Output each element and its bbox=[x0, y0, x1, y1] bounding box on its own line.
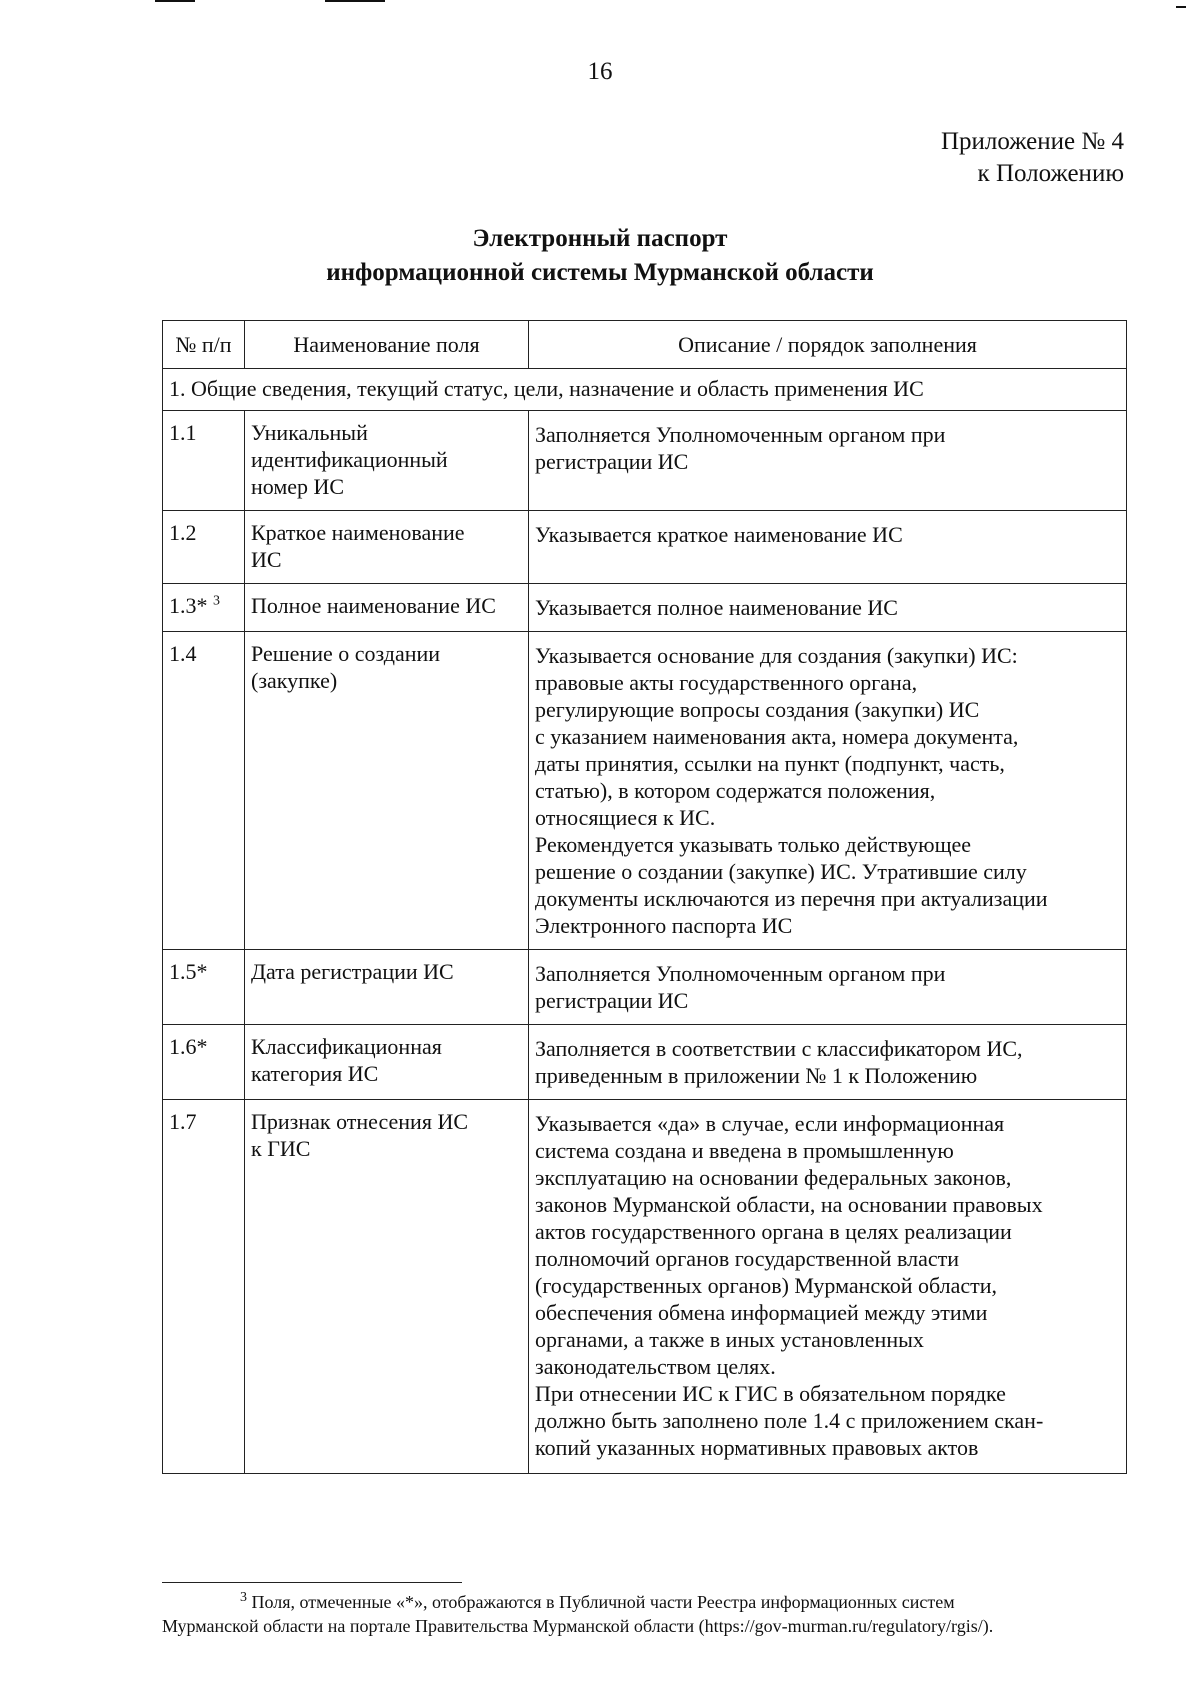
description-line: Электронного паспорта ИС bbox=[535, 913, 793, 938]
field-name-line: категория ИС bbox=[251, 1061, 379, 1086]
field-description bbox=[529, 511, 1127, 584]
field-name-line: (закупке) bbox=[251, 668, 338, 693]
field-name-line: Дата регистрации ИС bbox=[251, 959, 454, 984]
footnote-text: Поля, отмеченные «*», отображаются в Публичной части Реестра информационных систем bbox=[247, 1592, 955, 1612]
field-name bbox=[245, 411, 529, 511]
footnote-line: Мурманской области на портале Правительства Мурманской области (https://gov-murman.ru/regulatory/rgis/). bbox=[162, 1616, 994, 1636]
description-line: система создана и введена в промышленную bbox=[535, 1138, 954, 1163]
field-name-line: Решение о создании bbox=[251, 641, 441, 666]
appendix-line: к Положению bbox=[977, 160, 1124, 187]
description-line: полномочий органов государственной власти bbox=[535, 1246, 960, 1271]
description-line: эксплуатацию на основании федеральных законов, bbox=[535, 1165, 1012, 1190]
description-line: обеспечения обмена информацией между этими bbox=[535, 1300, 988, 1325]
field-name bbox=[245, 584, 529, 632]
scan-mark bbox=[325, 0, 385, 2]
appendix-reference bbox=[941, 126, 1124, 190]
description-line: Указывается краткое наименование ИС bbox=[535, 522, 903, 547]
row-number-text: 1.2 bbox=[169, 520, 197, 545]
description-line: Указывается «да» в случае, если информационная bbox=[535, 1111, 1005, 1136]
row-number bbox=[163, 632, 245, 950]
description-line: законодательством целях. bbox=[535, 1354, 776, 1379]
description-line: Указывается основание для создания (закупки) ИС: bbox=[535, 643, 1018, 668]
footnote-mark: 3 bbox=[240, 1590, 247, 1605]
row-number bbox=[163, 1025, 245, 1100]
footnote bbox=[162, 1590, 1126, 1638]
description-line: приведенным в приложении № 1 к Положению bbox=[535, 1063, 978, 1088]
row-number-text: 1.1 bbox=[169, 420, 197, 445]
field-name-line: номер ИС bbox=[251, 474, 345, 499]
table-row bbox=[163, 950, 1127, 1025]
description-line: решение о создании (закупке) ИС. Утратившие силу bbox=[535, 859, 1027, 884]
description-line: даты принятия, ссылки на пункт (подпункт, часть, bbox=[535, 751, 1005, 776]
scan-mark bbox=[1176, 6, 1186, 8]
scan-mark bbox=[155, 0, 195, 2]
field-name-line: ИС bbox=[251, 547, 282, 572]
row-number-text: 1.7 bbox=[169, 1109, 197, 1134]
row-number bbox=[163, 1100, 245, 1474]
description-line: статью), в котором содержатся положения, bbox=[535, 778, 936, 803]
field-description bbox=[529, 632, 1127, 950]
description-line: Заполняется Уполномоченным органом при bbox=[535, 422, 946, 447]
field-name bbox=[245, 1100, 529, 1474]
page-number: 16 bbox=[587, 58, 613, 85]
field-name bbox=[245, 1025, 529, 1100]
section-title: 1. Общие сведения, текущий статус, цели, назначение и область применения ИС bbox=[163, 369, 1127, 411]
description-line: органами, а также в иных установленных bbox=[535, 1327, 924, 1352]
column-header-field: Наименование поля bbox=[245, 321, 529, 369]
field-description bbox=[529, 1025, 1127, 1100]
document-title bbox=[0, 222, 1200, 290]
table-header-row bbox=[163, 321, 1127, 369]
table-row bbox=[163, 1025, 1127, 1100]
row-number bbox=[163, 584, 245, 632]
row-number bbox=[163, 950, 245, 1025]
field-name-line: Классификационная bbox=[251, 1034, 442, 1059]
description-line: Заполняется Уполномоченным органом при bbox=[535, 961, 946, 986]
appendix-line: Приложение № 4 bbox=[940, 128, 1124, 155]
table-row bbox=[163, 511, 1127, 584]
row-number-text: 1.6* bbox=[169, 1034, 208, 1059]
section-row bbox=[163, 369, 1127, 411]
column-header-description: Описание / порядок заполнения bbox=[529, 321, 1127, 369]
description-line: с указанием наименования акта, номера документа, bbox=[535, 724, 1019, 749]
description-line: копий указанных нормативных правовых актов bbox=[535, 1435, 979, 1460]
description-line: регулирующие вопросы создания (закупки) ИС bbox=[535, 697, 980, 722]
description-line: (государственных органов) Мурманской области, bbox=[535, 1273, 998, 1298]
description-line: Указывается полное наименование ИС bbox=[535, 595, 898, 620]
row-number bbox=[163, 411, 245, 511]
field-name-line: Краткое наименование bbox=[251, 520, 465, 545]
field-name-line: Признак отнесения ИС bbox=[251, 1109, 469, 1134]
column-header-number: № п/п bbox=[163, 321, 245, 369]
field-name bbox=[245, 950, 529, 1025]
title-line: Электронный паспорт bbox=[472, 225, 728, 252]
description-line: относящиеся к ИС. bbox=[535, 805, 716, 830]
row-number-text: 1.5* bbox=[169, 959, 208, 984]
field-name bbox=[245, 632, 529, 950]
footnote-reference: 3 bbox=[213, 593, 220, 609]
description-line: законов Мурманской области, на основании правовых bbox=[535, 1192, 1043, 1217]
table-row bbox=[163, 584, 1127, 632]
description-line: должно быть заполнено поле 1.4 с приложением скан- bbox=[535, 1408, 1044, 1433]
description-line: Рекомендуется указывать только действующее bbox=[535, 832, 972, 857]
field-name bbox=[245, 511, 529, 584]
field-name-line: к ГИС bbox=[251, 1136, 311, 1161]
description-line: регистрации ИС bbox=[535, 449, 689, 474]
description-line: правовые акты государственного органа, bbox=[535, 670, 918, 695]
description-line: актов государственного органа в целях реализации bbox=[535, 1219, 1012, 1244]
description-line: При отнесении ИС к ГИС в обязательном порядке bbox=[535, 1381, 1006, 1406]
description-line: документы исключаются из перечня при актуализации bbox=[535, 886, 1048, 911]
row-number bbox=[163, 511, 245, 584]
footnote-divider bbox=[162, 1582, 462, 1583]
field-name-line: Уникальный bbox=[251, 420, 368, 445]
field-name-line: идентификационный bbox=[251, 447, 448, 472]
table-row bbox=[163, 632, 1127, 950]
row-number-text: 1.3* bbox=[169, 593, 208, 618]
table-row bbox=[163, 1100, 1127, 1474]
field-name-line: Полное наименование ИС bbox=[251, 593, 496, 618]
field-description bbox=[529, 1100, 1127, 1474]
description-line: регистрации ИС bbox=[535, 988, 689, 1013]
title-line: информационной системы Мурманской области bbox=[326, 259, 874, 286]
row-number-text: 1.4 bbox=[169, 641, 197, 666]
table-row bbox=[163, 411, 1127, 511]
field-description bbox=[529, 584, 1127, 632]
field-description bbox=[529, 411, 1127, 511]
field-description bbox=[529, 950, 1127, 1025]
passport-table bbox=[162, 320, 1127, 1474]
description-line: Заполняется в соответствии с классификатором ИС, bbox=[535, 1036, 1023, 1061]
footnote-line bbox=[162, 1590, 1126, 1614]
